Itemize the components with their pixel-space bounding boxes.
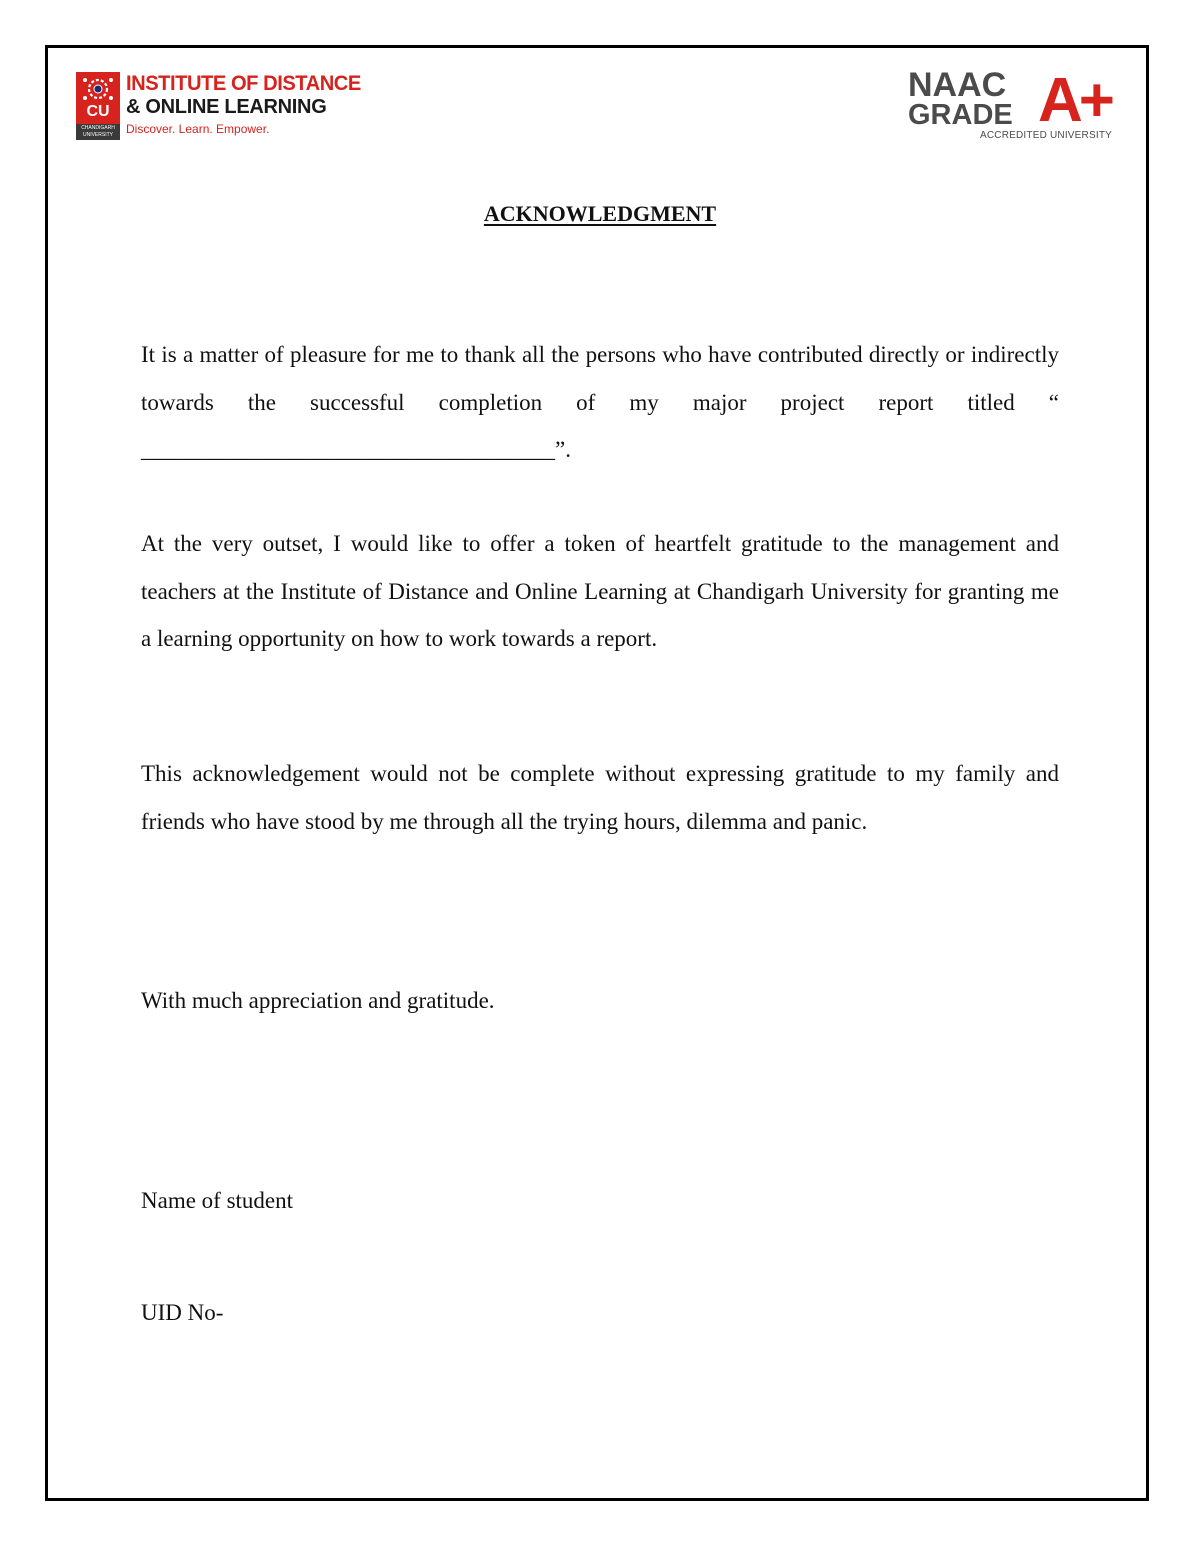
student-name-label: Name of student (141, 1188, 294, 1213)
institute-tagline: Discover. Learn. Empower. (126, 122, 270, 136)
page-title: ACKNOWLEDGMENT (483, 201, 717, 226)
uid-label: UID No- (141, 1300, 224, 1325)
grade-value: A+ (1038, 66, 1111, 135)
paragraph-thanks: It is a matter of pleasure for me to thank all the persons who have contributed directly or indirectly towards the successful completion of my major project report titled “ ____________________________________”. (141, 342, 1059, 462)
institute-name-line2: & ONLINE LEARNING (126, 96, 327, 118)
cu-emblem (76, 72, 120, 140)
closing-line: With much appreciation and gratitude. (141, 988, 495, 1013)
accredited-label: ACCREDITED UNIVERSITY (980, 130, 1112, 141)
cu-emblem-subtext: CHANDIGARH UNIVERSITY (76, 124, 120, 140)
grade-label: GRADE (908, 99, 1013, 131)
institute-name-line1: INSTITUTE OF DISTANCE (126, 72, 361, 95)
cu-crest-icon (80, 74, 116, 104)
idol-logo (76, 72, 366, 142)
paragraph-gratitude: At the very outset, I would like to offer a token of heartfelt gratitude to the management and teachers at the Institute of Distance and Online Learning at Chandigarh University for granting me a learning opportunity on how to work towards a report. (141, 531, 1059, 651)
naac-logo (906, 68, 1126, 148)
naac-label: NAAC (908, 66, 1007, 104)
paragraph-family: This acknowledgement would not be complete without expressing gratitude to my family and friends who have stood by me through all the trying hours, dilemma and panic. (141, 761, 1059, 834)
cu-emblem-letters: CU (86, 103, 110, 120)
